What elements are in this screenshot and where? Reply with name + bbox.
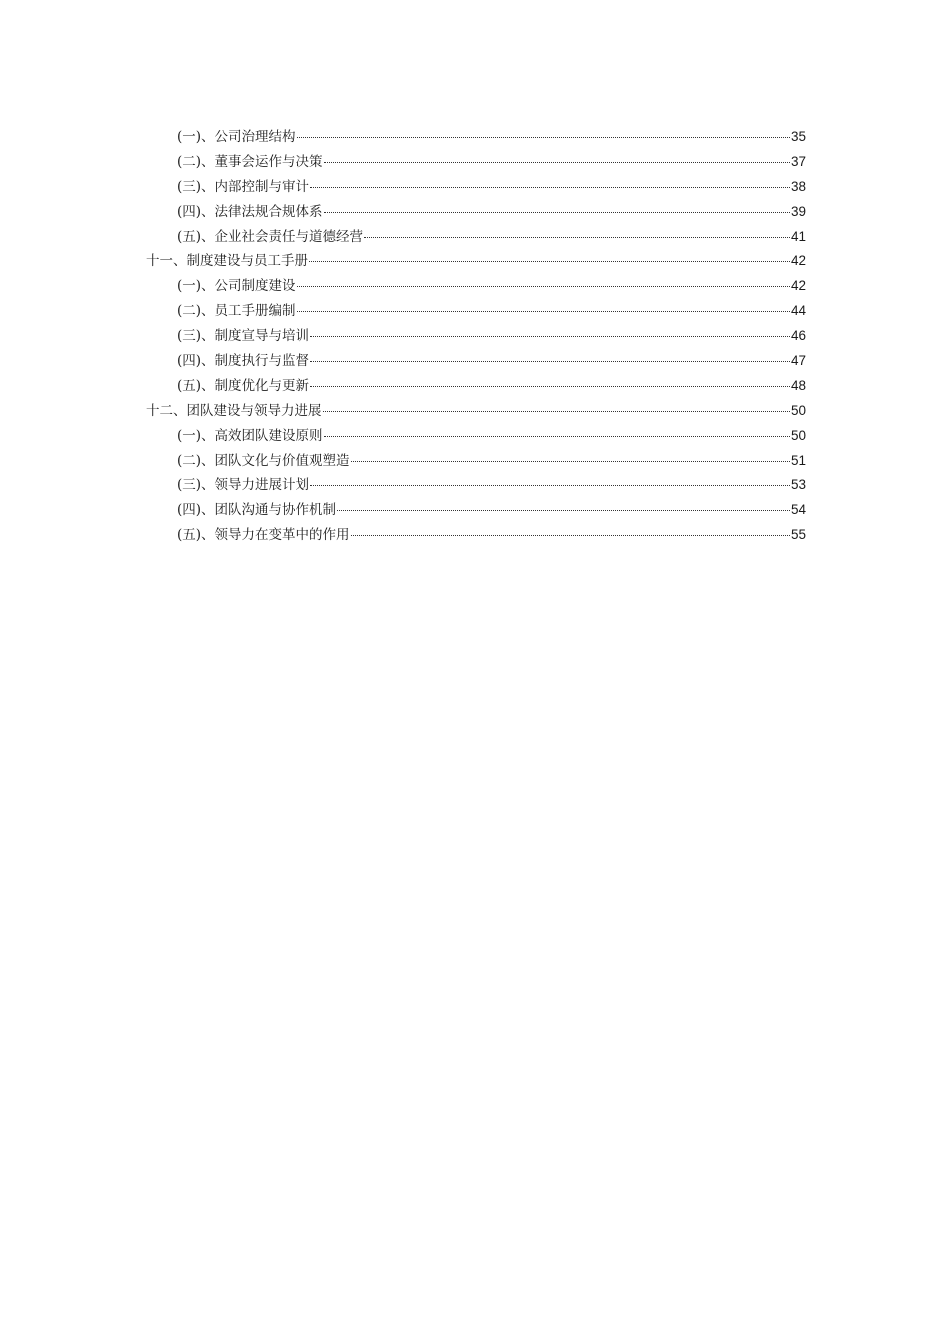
toc-page-number: 42 xyxy=(790,278,806,294)
toc-entry[interactable] xyxy=(146,349,806,374)
toc-dot-leader xyxy=(323,410,790,412)
toc-page-number: 44 xyxy=(790,303,806,319)
toc-entry[interactable] xyxy=(146,150,806,175)
toc-page-number: 53 xyxy=(790,477,806,493)
toc-chapter-entry[interactable] xyxy=(146,249,806,274)
toc-dot-leader xyxy=(310,385,790,387)
toc-dot-leader xyxy=(310,360,790,362)
toc-page-number: 38 xyxy=(790,178,806,194)
toc-dot-leader xyxy=(297,136,790,138)
toc-entry-label: (四)、法律法规合规体系 xyxy=(177,203,323,220)
toc-entry-label: (三)、制度宣导与培训 xyxy=(177,328,310,345)
toc-dot-leader xyxy=(310,186,790,188)
toc-entry-label: (一)、高效团队建设原则 xyxy=(177,427,323,444)
toc-dot-leader xyxy=(324,435,790,437)
toc-dot-leader xyxy=(310,335,790,337)
toc-entry[interactable] xyxy=(146,299,806,324)
toc-page-number: 47 xyxy=(790,353,806,369)
toc-entry[interactable] xyxy=(146,523,806,548)
toc-dot-leader xyxy=(364,236,790,238)
toc-page-number: 46 xyxy=(790,328,806,344)
toc-page-number: 48 xyxy=(790,377,806,393)
toc-entry[interactable] xyxy=(146,274,806,299)
table-of-contents xyxy=(146,125,806,548)
toc-entry-label: (五)、制度优化与更新 xyxy=(177,377,310,394)
toc-dot-leader xyxy=(351,460,790,462)
toc-entry-label: 十一、制度建设与员工手册 xyxy=(146,253,308,270)
toc-dot-leader xyxy=(309,260,790,262)
toc-dot-leader xyxy=(324,161,790,163)
toc-entry-label: (四)、团队沟通与协作机制 xyxy=(177,502,337,519)
toc-page-number: 39 xyxy=(790,203,806,219)
toc-dot-leader xyxy=(297,310,790,312)
toc-dot-leader xyxy=(297,285,790,287)
toc-entry-label: (二)、董事会运作与决策 xyxy=(177,153,323,170)
toc-entry-label: (一)、公司制度建设 xyxy=(177,278,296,295)
toc-entry-label: 十二、团队建设与领导力进展 xyxy=(146,402,322,419)
toc-entry-label: (二)、团队文化与价值观塑造 xyxy=(177,452,350,469)
toc-entry-label: (一)、公司治理结构 xyxy=(177,129,296,145)
toc-entry[interactable] xyxy=(146,200,806,225)
toc-entry-label: (四)、制度执行与监督 xyxy=(177,353,310,370)
toc-entry[interactable] xyxy=(146,498,806,523)
toc-entry-label: (五)、领导力在变革中的作用 xyxy=(177,527,350,544)
toc-page-number: 50 xyxy=(790,402,806,418)
toc-entry[interactable] xyxy=(146,424,806,449)
toc-entry[interactable] xyxy=(146,175,806,200)
toc-entry[interactable] xyxy=(146,125,806,150)
toc-page-number: 54 xyxy=(790,502,806,518)
toc-dot-leader xyxy=(337,509,790,511)
toc-page-number: 42 xyxy=(790,253,806,269)
toc-page-number: 41 xyxy=(790,228,806,244)
toc-entry[interactable] xyxy=(146,374,806,399)
toc-page-number: 37 xyxy=(790,153,806,169)
toc-page-number: 51 xyxy=(790,452,806,468)
toc-dot-leader xyxy=(324,211,790,213)
toc-page-number: 50 xyxy=(790,427,806,443)
toc-entry[interactable] xyxy=(146,449,806,474)
toc-entry[interactable] xyxy=(146,324,806,349)
toc-dot-leader xyxy=(351,534,790,536)
toc-chapter-entry[interactable] xyxy=(146,399,806,424)
toc-entry[interactable] xyxy=(146,225,806,250)
toc-entry-label: (三)、领导力进展计划 xyxy=(177,477,310,494)
toc-dot-leader xyxy=(310,484,790,486)
toc-entry-label: (五)、企业社会责任与道德经营 xyxy=(177,228,364,245)
toc-entry[interactable] xyxy=(146,473,806,498)
toc-entry-label: (三)、内部控制与审计 xyxy=(177,178,310,195)
toc-page-number: 35 xyxy=(790,129,806,144)
toc-entry-label: (二)、员工手册编制 xyxy=(177,303,296,320)
toc-page-number: 55 xyxy=(790,527,806,543)
